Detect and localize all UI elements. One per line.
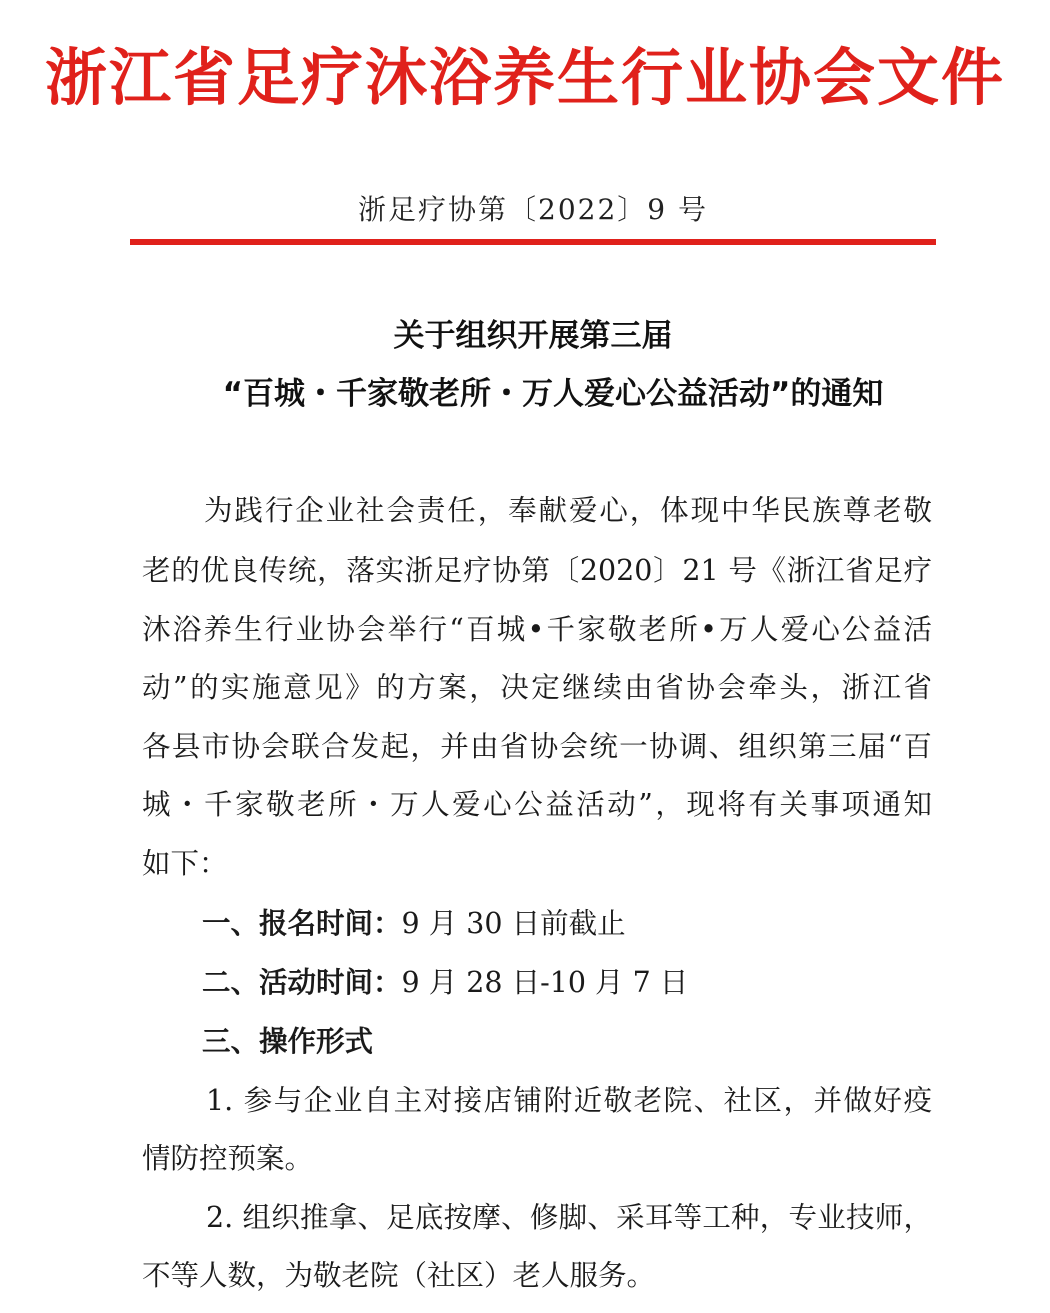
intro-line-6: 城・千家敬老所・万人爱心公益活动”，现将有关事项通知 (142, 788, 932, 821)
section-registration-time (202, 902, 626, 946)
document-number: 浙足疗协第〔2022〕9 号 (358, 193, 708, 226)
intro-line-2: 老的优良传统，落实浙足疗协第〔2020〕21 号《浙江省足疗 (142, 554, 932, 587)
section-operation-form (202, 1020, 373, 1064)
subject-line-1: 关于组织开展第三届 (393, 318, 673, 354)
section-activity-time (202, 961, 688, 1005)
document-header-title: 浙江省足疗沐浴养生行业协会文件 (44, 41, 1005, 114)
intro-line-5: 各县市协会联合发起，并由省协会统一协调、组织第三届“百 (142, 730, 932, 763)
item-2-line-2: 不等人数，为敬老院（社区）老人服务。 (142, 1259, 656, 1292)
section-text: 9 月 30 日前截止 (401, 907, 626, 940)
section-heading: 二、活动时间： (202, 966, 402, 999)
intro-line-7: 如下： (142, 847, 228, 880)
item-1-line-2: 情防控预案。 (142, 1142, 314, 1175)
item-1-line-1: 1. 参与企业自主对接店铺附近敬老院、社区，并做好疫 (206, 1084, 932, 1117)
section-heading: 一、报名时间： (202, 907, 402, 940)
intro-line-4: 动”的实施意见》的方案，决定继续由省协会牵头，浙江省 (142, 671, 932, 704)
subject-line-2: “百城・千家敬老所・万人爱心公益活动”的通知 (222, 376, 884, 412)
section-heading: 三、操作形式 (202, 1025, 374, 1058)
intro-line-3: 沐浴养生行业协会举行“百城•千家敬老所•万人爱心公益活 (142, 613, 932, 646)
item-2-line-1: 2. 组织推拿、足底按摩、修脚、采耳等工种，专业技师， (206, 1201, 932, 1234)
section-text: 9 月 28 日-10 月 7 日 (401, 966, 689, 999)
intro-line-1: 为践行企业社会责任，奉献爱心，体现中华民族尊老敬 (204, 494, 932, 527)
header-divider (130, 239, 936, 245)
